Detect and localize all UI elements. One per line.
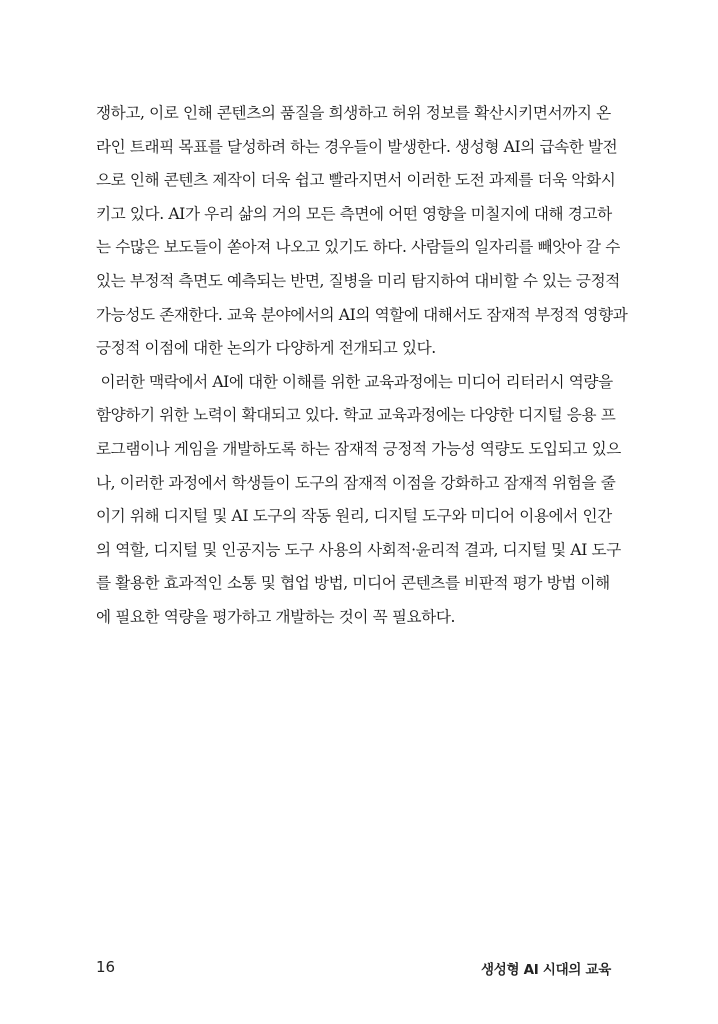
text-line: 에 필요한 역량을 평가하고 개발하는 것이 꼭 필요하다. <box>96 607 456 626</box>
text-line: 의 역할, 디지털 및 인공지능 도구 사용의 사회적·윤리적 결과, 디지털 및 AI 도구 <box>96 540 621 559</box>
body-text <box>96 97 628 635</box>
text-line: 이러한 맥락에서 AI에 대한 이해를 위한 교육과정에는 미디어 리터러시 역량을 <box>96 372 613 391</box>
page-number: 16 <box>96 958 116 976</box>
text-line: 긍정적 이점에 대한 논의가 다양하게 전개되고 있다. <box>96 339 436 358</box>
text-line: 이기 위해 디지털 및 AI 도구의 작동 원리, 디지털 도구와 미디어 이용에서 인간 <box>96 507 612 526</box>
text-line: 로그램이나 게임을 개발하도록 하는 잠재적 긍정적 가능성 역량도 도입되고 있으 <box>96 439 621 458</box>
running-title: 생성형 AI 시대의 교육 <box>481 962 611 978</box>
text-line: 가능성도 존재한다. 교육 분야에서의 AI의 역할에 대해서도 잠재적 부정적 영향과 <box>96 305 628 324</box>
text-line: 함양하기 위한 노력이 확대되고 있다. 학교 교육과정에는 다양한 디지털 응용 프 <box>96 406 616 425</box>
text-line: 쟁하고, 이로 인해 콘텐츠의 품질을 희생하고 허위 정보를 확산시키면서까지 온 <box>96 104 611 122</box>
text-line: 를 활용한 효과적인 소통 및 협업 방법, 미디어 콘텐츠를 비판적 평가 방법 이해 <box>96 574 610 593</box>
text-line: 있는 부정적 측면도 예측되는 반면, 질병을 미리 탐지하여 대비할 수 있는 긍정적 <box>96 271 620 290</box>
text-line: 나, 이러한 과정에서 학생들이 도구의 잠재적 이점을 강화하고 잠재적 위험을 줄 <box>96 473 616 492</box>
text-line: 으로 인해 콘텐츠 제작이 더욱 쉽고 빨라지면서 이러한 도전 과제를 더욱 악화시 <box>96 171 616 190</box>
text-line: 라인 트래픽 목표를 달성하려 하는 경우들이 발생한다. 생성형 AI의 급속한 발전 <box>96 137 618 156</box>
text-line: 키고 있다. AI가 우리 삶의 거의 모든 측면에 어떤 영향을 미칠지에 대해 경고하 <box>96 204 612 223</box>
text-line: 는 수많은 보도들이 쏟아져 나오고 있기도 하다. 사람들의 일자리를 빼앗아 갈 수 <box>96 238 620 257</box>
page-footer <box>96 958 611 980</box>
